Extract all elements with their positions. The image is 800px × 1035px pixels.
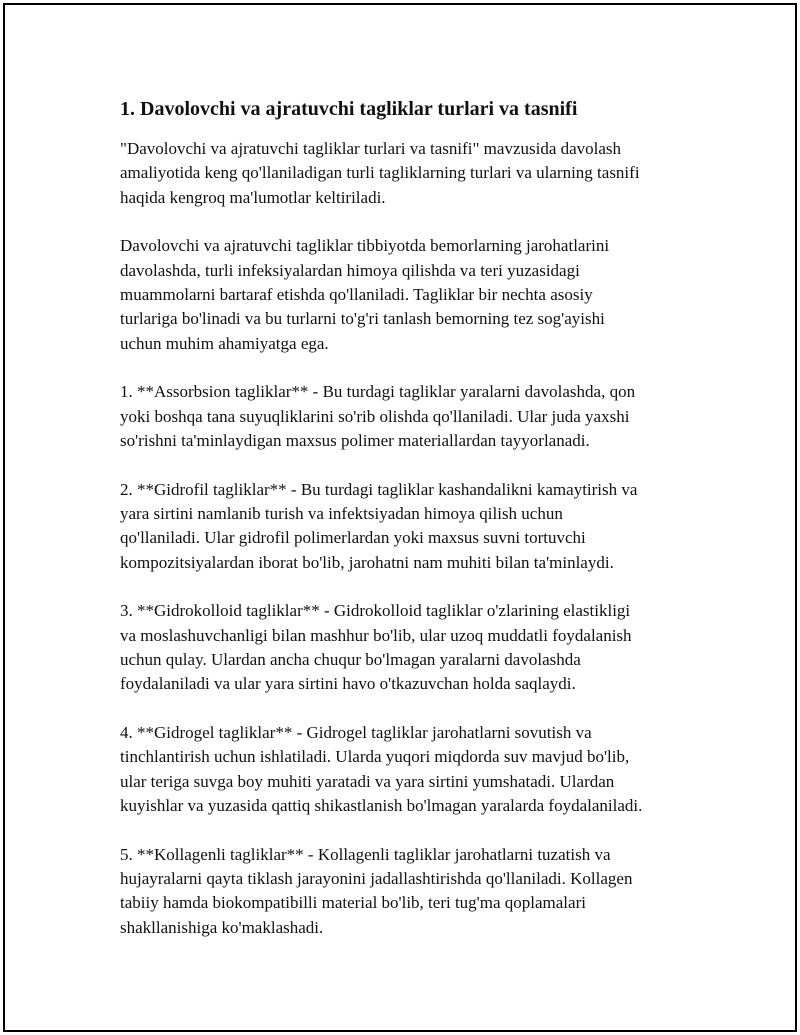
paragraph-item-2 [120, 478, 695, 575]
text-line: Davolovchi va ajratuvchi tagliklar tibbiyotda bemorlarning jarohatlarini [120, 236, 610, 256]
text-line: uchun muhim ahamiyatga ega. [120, 333, 329, 353]
text-line: tabiiy hamda biokompatibilli material bo'lib, teri tug'ma qoplamalari [120, 893, 586, 913]
text-line: 1. **Assorbsion tagliklar** - Bu turdagi tagliklar yaralarni davolashda, qon [120, 382, 636, 402]
paragraph-item-4 [120, 721, 695, 818]
text-line: foydalaniladi va ular yara sirtini havo o'tkazuvchan holda saqlaydi. [120, 674, 576, 694]
text-line: "Davolovchi va ajratuvchi tagliklar turlari va tasnifi" mavzusida davolash [120, 139, 622, 158]
text-line: amaliyotida keng qo'llaniladigan turli tagliklarning turlari va ularning tasnifi [120, 163, 640, 183]
text-line: va moslashuvchanligi bilan mashhur bo'lib, ular uzoq muddatli foydalanish [120, 625, 632, 645]
text-line: yara sirtini namlanib turish va infektsiyadan himoya qilish uchun [120, 504, 563, 524]
text-line: ular teriga suvga boy muhiti yaratadi va yara sirtini yumshatadi. Ulardan [120, 771, 615, 791]
paragraph-intro [120, 137, 695, 210]
paragraph-item-3 [120, 599, 695, 696]
text-line: kompozitsiyalardan iborat bo'lib, jarohatni nam muhiti bilan ta'minlaydi. [120, 552, 614, 572]
text-line: uchun qulay. Ulardan ancha chuqur bo'lmagan yaralarni davolashda [120, 650, 581, 670]
text-line: kuyishlar va yuzasida qattiq shikastlanish bo'lmagan yaralarda foydalaniladi. [120, 796, 643, 816]
text-line: shakllanishiga ko'maklashadi. [120, 917, 324, 937]
text-line: 2. **Gidrofil tagliklar** - Bu turdagi tagliklar kashandalikni kamaytirish va [120, 479, 638, 499]
paragraph-item-1 [120, 380, 695, 453]
text-line: 3. **Gidrokolloid tagliklar** - Gidrokolloid tagliklar o'zlarining elastikligi [120, 601, 631, 621]
text-line: yoki boshqa tana suyuqliklarini so'rib olishda qo'llaniladi. Ular juda yaxshi [120, 406, 630, 426]
text-line: hujayralarni qayta tiklash jarayonini jadallashtirishda qo'llaniladi. Kollagen [120, 869, 633, 889]
text-line: tinchlantirish uchun ishlatiladi. Ularda yuqori miqdorda suv mavjud bo'lib, [120, 747, 630, 767]
text-line: muammolarni bartaraf etishda qo'llaniladi. Tagliklar bir nechta asosiy [120, 284, 593, 304]
page-frame [3, 3, 797, 1032]
text-line: so'rishni ta'minlaydigan maxsus polimer materiallardan tayyorlanadi. [120, 430, 590, 450]
document-body [120, 95, 695, 965]
document-title: 1. Davolovchi va ajratuvchi tagliklar turlari va tasnifi [120, 98, 578, 120]
paragraph-overview [120, 234, 695, 355]
text-line: qo'llaniladi. Ular gidrofil polimerlardan yoki maxsus suvni tortuvchi [120, 528, 586, 548]
text-line: turlariga bo'linadi va bu turlarni to'g'ri tanlash bemorning tez sog'ayishi [120, 309, 605, 329]
paragraph-item-5 [120, 843, 695, 940]
text-line: haqida kengroq ma'lumotlar keltiriladi. [120, 187, 386, 207]
text-line: davolashda, turli infeksiyalardan himoya qilishda va teri yuzasidagi [120, 260, 580, 280]
text-line: 4. **Gidrogel tagliklar** - Gidrogel tagliklar jarohatlarni sovutish va [120, 723, 592, 743]
text-line: 5. **Kollagenli tagliklar** - Kollagenli tagliklar jarohatlarni tuzatish va [120, 844, 611, 864]
